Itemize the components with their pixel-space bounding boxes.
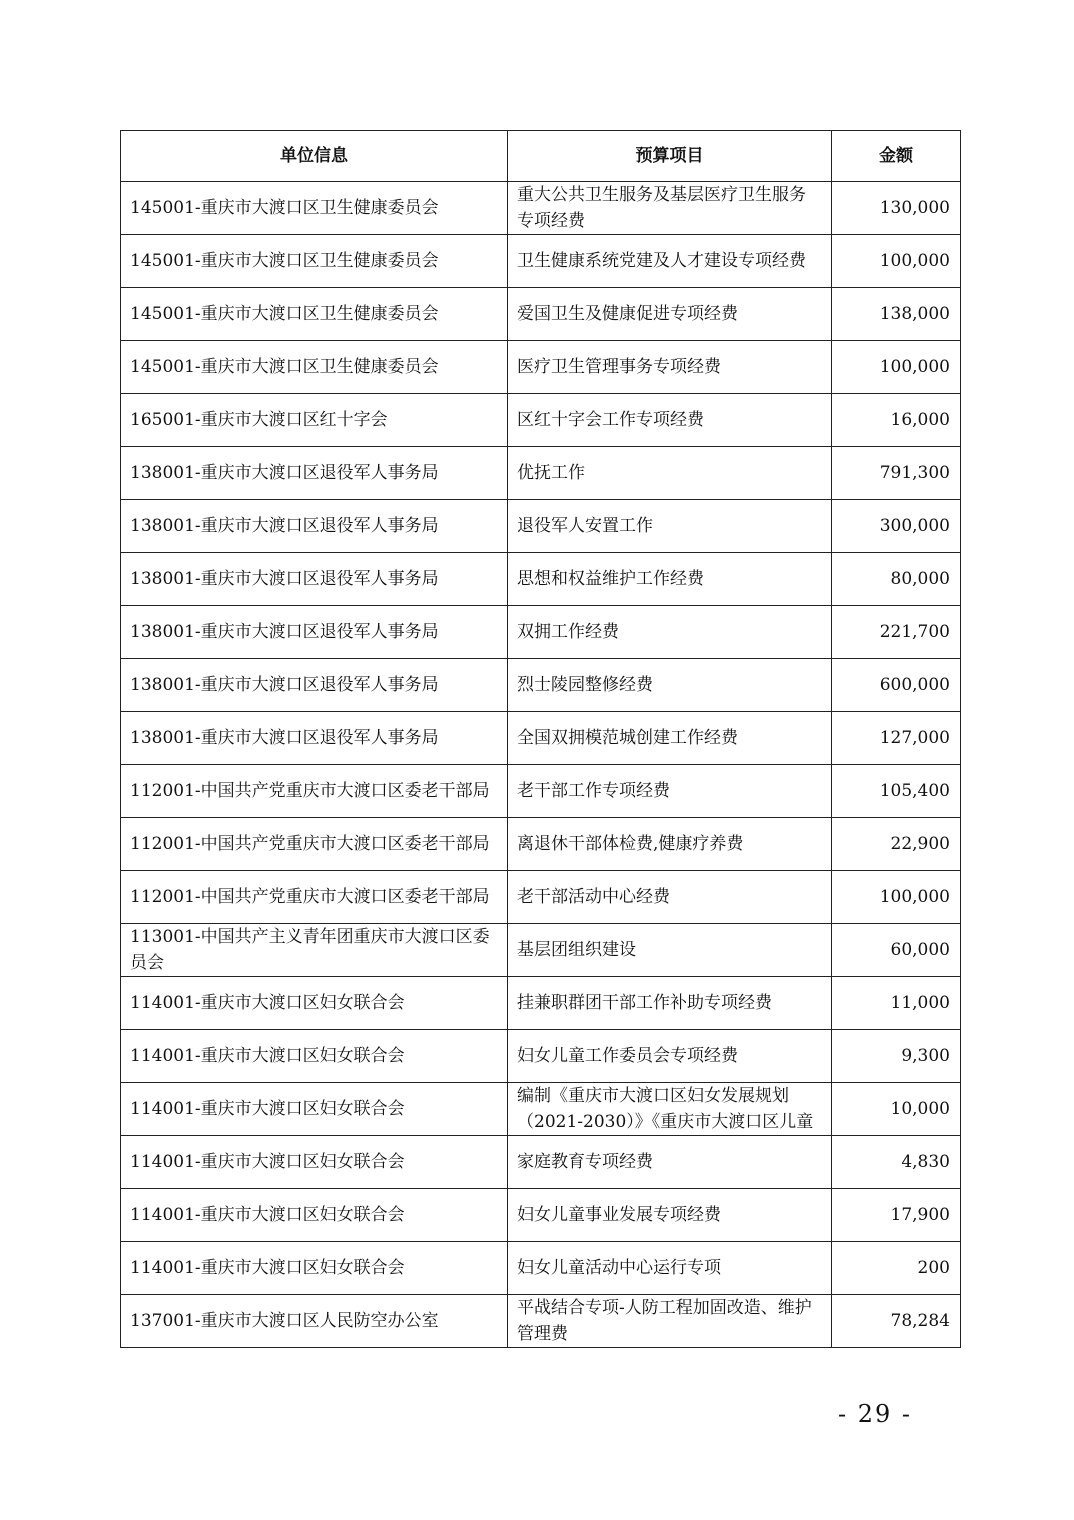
item-cell <box>508 447 832 500</box>
table-body <box>121 182 961 1348</box>
unit-cell <box>121 341 508 394</box>
table-row <box>121 288 961 341</box>
amount-cell: 130,000 <box>832 182 961 235</box>
unit-cell <box>121 1242 508 1295</box>
item-text: 双拥工作经费 <box>517 622 619 642</box>
table-row <box>121 341 961 394</box>
header-row <box>121 131 961 182</box>
unit-cell <box>121 1083 508 1136</box>
unit-text: 114001-重庆市大渡口区妇女联合会 <box>130 1205 405 1225</box>
item-cell <box>508 712 832 765</box>
unit-cell <box>121 500 508 553</box>
item-cell <box>508 1083 832 1136</box>
amount-cell: 10,000 <box>832 1083 961 1136</box>
unit-text: 138001-重庆市大渡口区退役军人事务局 <box>130 675 439 695</box>
unit-cell <box>121 1295 508 1348</box>
table-row <box>121 394 961 447</box>
item-text: 编制《重庆市大渡口区妇女发展规划（2021-2030）》《重庆市大渡口区儿童 <box>517 1086 814 1132</box>
header-item: 预算项目 <box>508 131 832 182</box>
unit-text: 145001-重庆市大渡口区卫生健康委员会 <box>130 304 439 324</box>
unit-cell <box>121 447 508 500</box>
unit-cell <box>121 712 508 765</box>
unit-text: 114001-重庆市大渡口区妇女联合会 <box>130 1099 405 1119</box>
unit-text: 114001-重庆市大渡口区妇女联合会 <box>130 1152 405 1172</box>
item-text: 妇女儿童事业发展专项经费 <box>517 1205 721 1225</box>
unit-text: 138001-重庆市大渡口区退役军人事务局 <box>130 622 439 642</box>
item-text: 妇女儿童活动中心运行专项 <box>517 1258 721 1278</box>
item-text: 老干部工作专项经费 <box>517 781 670 801</box>
amount-cell: 100,000 <box>832 235 961 288</box>
item-cell <box>508 659 832 712</box>
unit-cell <box>121 182 508 235</box>
item-cell <box>508 1189 832 1242</box>
item-cell <box>508 924 832 977</box>
amount-cell: 105,400 <box>832 765 961 818</box>
unit-cell <box>121 924 508 977</box>
item-text: 思想和权益维护工作经费 <box>517 569 704 589</box>
amount-cell: 9,300 <box>832 1030 961 1083</box>
table-header <box>121 131 961 182</box>
item-text: 妇女儿童工作委员会专项经费 <box>517 1046 738 1066</box>
unit-cell <box>121 977 508 1030</box>
item-cell <box>508 288 832 341</box>
unit-cell <box>121 1136 508 1189</box>
item-cell <box>508 341 832 394</box>
table-row <box>121 659 961 712</box>
unit-text: 165001-重庆市大渡口区红十字会 <box>130 410 388 430</box>
item-text: 平战结合专项-人防工程加固改造、维护管理费 <box>517 1298 812 1344</box>
unit-cell <box>121 553 508 606</box>
item-text: 老干部活动中心经费 <box>517 887 670 907</box>
unit-text: 112001-中国共产党重庆市大渡口区委老干部局 <box>130 887 490 907</box>
table-row <box>121 235 961 288</box>
item-cell <box>508 977 832 1030</box>
amount-cell: 600,000 <box>832 659 961 712</box>
unit-cell <box>121 765 508 818</box>
unit-cell <box>121 871 508 924</box>
item-cell <box>508 818 832 871</box>
unit-text: 138001-重庆市大渡口区退役军人事务局 <box>130 728 439 748</box>
unit-text: 114001-重庆市大渡口区妇女联合会 <box>130 1046 405 1066</box>
table-row <box>121 1242 961 1295</box>
amount-cell: 16,000 <box>832 394 961 447</box>
table-row <box>121 1030 961 1083</box>
item-cell <box>508 235 832 288</box>
amount-cell: 22,900 <box>832 818 961 871</box>
table-row <box>121 500 961 553</box>
table-row <box>121 871 961 924</box>
amount-cell: 78,284 <box>832 1295 961 1348</box>
table-row <box>121 818 961 871</box>
item-cell <box>508 182 832 235</box>
table-row <box>121 1295 961 1348</box>
unit-cell <box>121 606 508 659</box>
item-cell <box>508 553 832 606</box>
unit-cell <box>121 235 508 288</box>
amount-cell: 127,000 <box>832 712 961 765</box>
item-text: 离退休干部体检费,健康疗养费 <box>517 834 744 854</box>
item-text: 优抚工作 <box>517 463 585 483</box>
amount-cell: 11,000 <box>832 977 961 1030</box>
item-cell <box>508 1242 832 1295</box>
unit-cell <box>121 1030 508 1083</box>
table-row <box>121 977 961 1030</box>
item-text: 医疗卫生管理事务专项经费 <box>517 357 721 377</box>
unit-text: 145001-重庆市大渡口区卫生健康委员会 <box>130 198 439 218</box>
unit-cell <box>121 288 508 341</box>
unit-text: 145001-重庆市大渡口区卫生健康委员会 <box>130 251 439 271</box>
unit-text: 145001-重庆市大渡口区卫生健康委员会 <box>130 357 439 377</box>
unit-cell <box>121 394 508 447</box>
table-row <box>121 182 961 235</box>
item-text: 烈士陵园整修经费 <box>517 675 653 695</box>
amount-cell: 300,000 <box>832 500 961 553</box>
unit-text: 137001-重庆市大渡口区人民防空办公室 <box>130 1311 439 1331</box>
unit-text: 138001-重庆市大渡口区退役军人事务局 <box>130 463 439 483</box>
budget-table <box>120 130 961 1348</box>
unit-text: 114001-重庆市大渡口区妇女联合会 <box>130 1258 405 1278</box>
unit-cell <box>121 1189 508 1242</box>
item-text: 爱国卫生及健康促进专项经费 <box>517 304 738 324</box>
table-row <box>121 765 961 818</box>
header-amount: 金额 <box>832 131 961 182</box>
amount-cell: 138,000 <box>832 288 961 341</box>
item-text: 基层团组织建设 <box>517 940 636 960</box>
item-text: 全国双拥模范城创建工作经费 <box>517 728 738 748</box>
item-cell <box>508 500 832 553</box>
item-cell <box>508 606 832 659</box>
header-unit: 单位信息 <box>121 131 508 182</box>
table-row <box>121 1189 961 1242</box>
amount-cell: 80,000 <box>832 553 961 606</box>
amount-cell: 791,300 <box>832 447 961 500</box>
item-text: 挂兼职群团干部工作补助专项经费 <box>517 993 772 1013</box>
amount-cell: 200 <box>832 1242 961 1295</box>
item-cell <box>508 1136 832 1189</box>
item-text: 卫生健康系统党建及人才建设专项经费 <box>517 251 806 271</box>
table-row <box>121 553 961 606</box>
table-row <box>121 606 961 659</box>
amount-cell: 4,830 <box>832 1136 961 1189</box>
amount-cell: 100,000 <box>832 341 961 394</box>
item-cell <box>508 765 832 818</box>
table-row <box>121 712 961 765</box>
unit-text: 113001-中国共产主义青年团重庆市大渡口区委员会 <box>130 927 490 973</box>
item-text: 退役军人安置工作 <box>517 516 653 536</box>
table-row <box>121 1136 961 1189</box>
amount-cell: 100,000 <box>832 871 961 924</box>
unit-cell <box>121 818 508 871</box>
item-cell <box>508 1030 832 1083</box>
item-text: 区红十字会工作专项经费 <box>517 410 704 430</box>
unit-text: 114001-重庆市大渡口区妇女联合会 <box>130 993 405 1013</box>
amount-cell: 17,900 <box>832 1189 961 1242</box>
item-cell <box>508 1295 832 1348</box>
item-text: 重大公共卫生服务及基层医疗卫生服务专项经费 <box>517 185 806 231</box>
item-cell <box>508 871 832 924</box>
unit-text: 138001-重庆市大渡口区退役军人事务局 <box>130 569 439 589</box>
unit-text: 112001-中国共产党重庆市大渡口区委老干部局 <box>130 781 490 801</box>
amount-cell: 60,000 <box>832 924 961 977</box>
table-row <box>121 1083 961 1136</box>
unit-text: 138001-重庆市大渡口区退役军人事务局 <box>130 516 439 536</box>
table-row <box>121 447 961 500</box>
table-row <box>121 924 961 977</box>
item-text: 家庭教育专项经费 <box>517 1152 653 1172</box>
unit-cell <box>121 659 508 712</box>
amount-cell: 221,700 <box>832 606 961 659</box>
item-cell <box>508 394 832 447</box>
unit-text: 112001-中国共产党重庆市大渡口区委老干部局 <box>130 834 490 854</box>
page-number: - 29 - <box>838 1400 913 1428</box>
